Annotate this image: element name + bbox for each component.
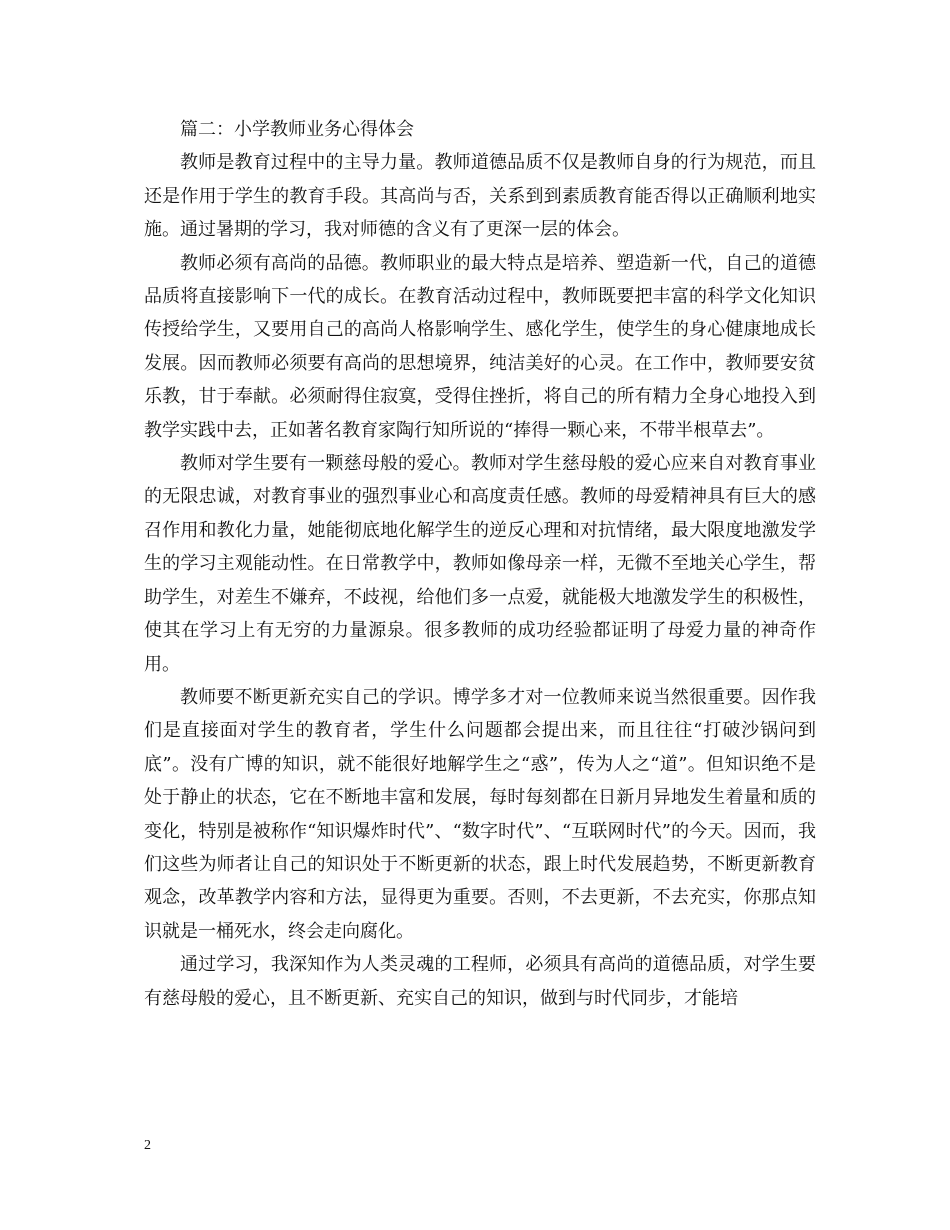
page-number: 2 (144, 1138, 151, 1153)
section-title: 篇二：小学教师业务心得体会 (180, 119, 414, 140)
paragraph-5: 通过学习，我深知作为人类灵魂的工程师，必须具有高尚的道德品质，对学生要有慈母般的爱心，且不断更新、充实自己的知识，做到与时代同步，才能培 (144, 954, 816, 1009)
paragraph-4: 教师要不断更新充实自己的学识。博学多才对一位教师来说当然很重要。因作我们是直接面对学生的教育者，学生什么问题都会提出来，而且往往“打破沙锅问到底”。没有广博的知识，就不能很好地解学生之“惑”，传为人之“道”。但知识绝不是处于静止的状态，它在不断地丰富和发展，每时每刻都在日新月异地发生着量和质的变化，特别是被称作“知识爆炸时代”、“数字时代”、“互联网时代”的今天。因而，我们这些为师者让自己的知识处于不断更新的状态，跟上时代发展趋势，不断更新教育观念，改革教学内容和方法，显得更为重要。否则，不去更新，不去充实，你那点知识就是一桶死水，终会走向腐化。 (144, 686, 816, 942)
paragraph-1: 教师是教育过程中的主导力量。教师道德品质不仅是教师自身的行为规范，而且还是作用于学生的教育手段。其高尚与否，关系到到素质教育能否得以正确顺利地实施。通过暑期的学习，我对师德的含义有了更深一层的体会。 (144, 152, 816, 241)
paragraph-2: 教师必须有高尚的品德。教师职业的最大特点是培养、塑造新一代，自己的道德品质将直接影响下一代的成长。在教育活动过程中，教师既要把丰富的科学文化知识传授给学生，又要用自己的高尚人格影响学生、感化学生，使学生的身心健康地成长发展。因而教师必须要有高尚的思想境界，纯洁美好的心灵。在工作中，教师要安贫乐教，甘于奉献。必须耐得住寂寞，受得住挫折，将自己的所有精力全身心地投入到教学实践中去，正如著名教育家陶行知所说的“捧得一颗心来，不带半根草去”。 (144, 252, 816, 441)
document-body (144, 113, 816, 1015)
paragraph-3: 教师对学生要有一颗慈母般的爱心。教师对学生慈母般的爱心应来自对教育事业的无限忠诚，对教育事业的强烈事业心和高度责任感。教师的母爱精神具有巨大的感召作用和教化力量，她能彻底地化解学生的逆反心理和对抗情绪，最大限度地激发学生的学习主观能动性。在日常教学中，教师如像母亲一样，无微不至地关心学生，帮助学生，对差生不嫌弃，不歧视，给他们多一点爱，就能极大地激发学生的积极性，使其在学习上有无穷的力量源泉。很多教师的成功经验都证明了母爱力量的神奇作用。 (144, 453, 816, 675)
